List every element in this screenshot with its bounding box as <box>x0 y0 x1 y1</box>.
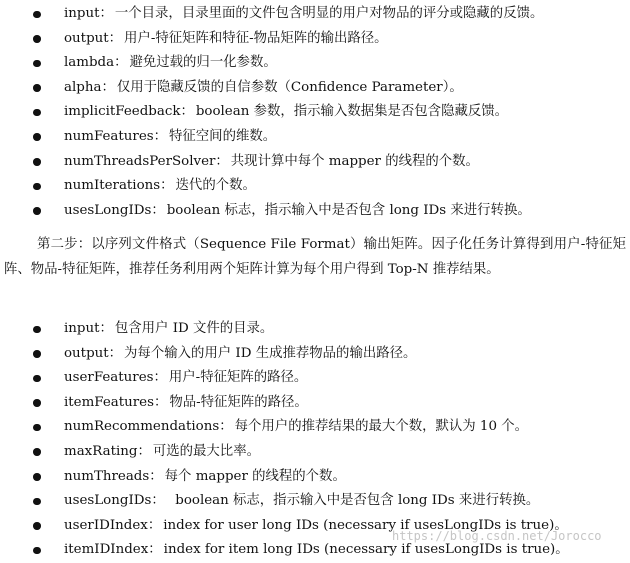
param-name: numThreads <box>64 468 150 484</box>
list-item <box>0 415 630 440</box>
bullet-icon <box>33 326 41 334</box>
param-description: 每个 mapper 的线程的个数。 <box>164 468 346 484</box>
separator: ： <box>101 79 115 95</box>
bullet-icon <box>33 473 41 481</box>
param-name: usesLongIDs <box>64 493 152 509</box>
parameter-list-step1 <box>0 2 630 223</box>
bullet-icon <box>33 60 41 68</box>
separator: ： <box>148 542 162 558</box>
param-description: 一个目录，目录里面的文件包含明显的用户对物品的评分或隐藏的反馈。 <box>114 6 544 21</box>
list-item <box>0 465 630 490</box>
param-description: 共现计算中每个 mapper 的线程的个数。 <box>230 153 479 169</box>
bullet-icon <box>33 133 41 141</box>
separator: ： <box>137 443 151 459</box>
param-name: input <box>64 321 100 336</box>
param-name: numRecommendations <box>64 419 220 435</box>
bullet-icon <box>33 522 41 530</box>
list-item <box>0 342 630 367</box>
separator: ： <box>99 321 113 336</box>
separator: ： <box>114 55 128 71</box>
param-name: lambda <box>64 55 115 71</box>
param-name: itemIDIndex <box>64 542 149 558</box>
param-name: implicitFeedback <box>64 104 181 120</box>
bullet-icon <box>33 448 41 456</box>
list-item <box>0 391 630 416</box>
bullet-icon <box>33 183 41 191</box>
param-description: 避免过载的归一化参数。 <box>129 55 277 71</box>
step2-paragraph: 第二步：以序列文件格式（Sequence File Format）输出矩阵。因子化任务计算得到用户-特征矩阵、物品-特征矩阵，推荐任务利用两个矩阵计算为每个用户得到 Top-N 推荐结果。 <box>4 237 626 277</box>
separator: ： <box>160 178 174 194</box>
list-item <box>0 489 630 514</box>
param-description: 特征空间的维数。 <box>169 128 277 144</box>
separator: ： <box>99 6 113 21</box>
param-description: 可选的最大比率。 <box>152 443 260 459</box>
bullet-icon <box>33 399 41 407</box>
param-description: 仅用于隐藏反馈的自信参数（Confidence Parameter）。 <box>116 79 463 95</box>
separator: ： <box>219 419 233 435</box>
list-item <box>0 2 630 27</box>
param-description: 每个用户的推荐结果的最大个数，默认为 10 个。 <box>234 419 529 435</box>
bullet-icon <box>33 109 41 117</box>
list-item <box>0 366 630 391</box>
param-name: input <box>64 6 100 21</box>
bullet-icon <box>33 424 41 432</box>
param-name: maxRating <box>64 443 138 459</box>
param-description: boolean 标志，指示输入中是否包含 long IDs 来进行转换。 <box>166 493 540 509</box>
list-item <box>0 27 630 52</box>
bullet-icon <box>33 547 41 555</box>
param-description: 用户-特征矩阵和特征-物品矩阵的输出路径。 <box>124 30 388 46</box>
bullet-icon <box>33 11 41 19</box>
param-name: userFeatures <box>64 370 154 386</box>
bullet-icon <box>33 375 41 383</box>
bullet-icon <box>33 35 41 43</box>
separator: ： <box>153 394 168 410</box>
param-description: index for item long IDs (necessary if usesLongIDs is true)。 <box>163 542 569 558</box>
bullet-icon <box>33 158 41 166</box>
list-item <box>0 76 630 101</box>
param-name: usesLongIDs <box>64 202 152 218</box>
param-description: 包含用户 ID 文件的目录。 <box>114 321 274 336</box>
list-item <box>0 317 630 342</box>
param-name: userIDIndex <box>64 517 148 533</box>
separator: ： <box>153 128 168 144</box>
separator: ： <box>151 202 165 218</box>
separator: ： <box>153 370 167 386</box>
separator: ： <box>180 104 194 120</box>
param-description: 用户-特征矩阵的路径。 <box>168 370 308 386</box>
list-item <box>0 174 630 199</box>
watermark: https://blog.csdn.net/Jorocco <box>392 529 602 543</box>
list-item <box>0 51 630 76</box>
list-item <box>0 199 630 224</box>
param-description: index for user long IDs (necessary if usesLongIDs is true)。 <box>163 517 568 533</box>
param-description: 物品-特征矩阵的路径。 <box>169 394 308 410</box>
list-item <box>0 440 630 465</box>
separator: ： <box>215 153 229 169</box>
bullet-icon <box>33 498 41 506</box>
parameter-list-step2 <box>0 317 630 563</box>
bullet-icon <box>33 84 41 92</box>
separator: ： <box>108 30 123 46</box>
param-name: output <box>64 345 109 361</box>
param-description: 迭代的个数。 <box>175 178 256 194</box>
bullet-icon <box>33 350 41 358</box>
param-description: boolean 参数，指示输入数据集是否包含隐藏反馈。 <box>195 104 509 120</box>
param-description: boolean 标志，指示输入中是否包含 long IDs 来进行转换。 <box>166 202 531 218</box>
list-item <box>0 150 630 175</box>
param-name: output <box>64 30 109 46</box>
separator: ： <box>149 468 163 484</box>
separator: ： <box>151 493 165 509</box>
param-name: alpha <box>64 79 102 95</box>
bullet-icon <box>33 207 41 215</box>
param-name: itemFeatures <box>64 394 154 410</box>
separator: ： <box>147 517 162 533</box>
param-name: numThreadsPerSolver <box>64 153 216 169</box>
list-item <box>0 125 630 150</box>
list-item <box>0 100 630 125</box>
param-description: 为每个输入的用户 ID 生成推荐物品的输出路径。 <box>124 345 417 361</box>
param-name: numIterations <box>64 178 161 194</box>
separator: ： <box>108 345 123 361</box>
param-name: numFeatures <box>64 128 154 144</box>
